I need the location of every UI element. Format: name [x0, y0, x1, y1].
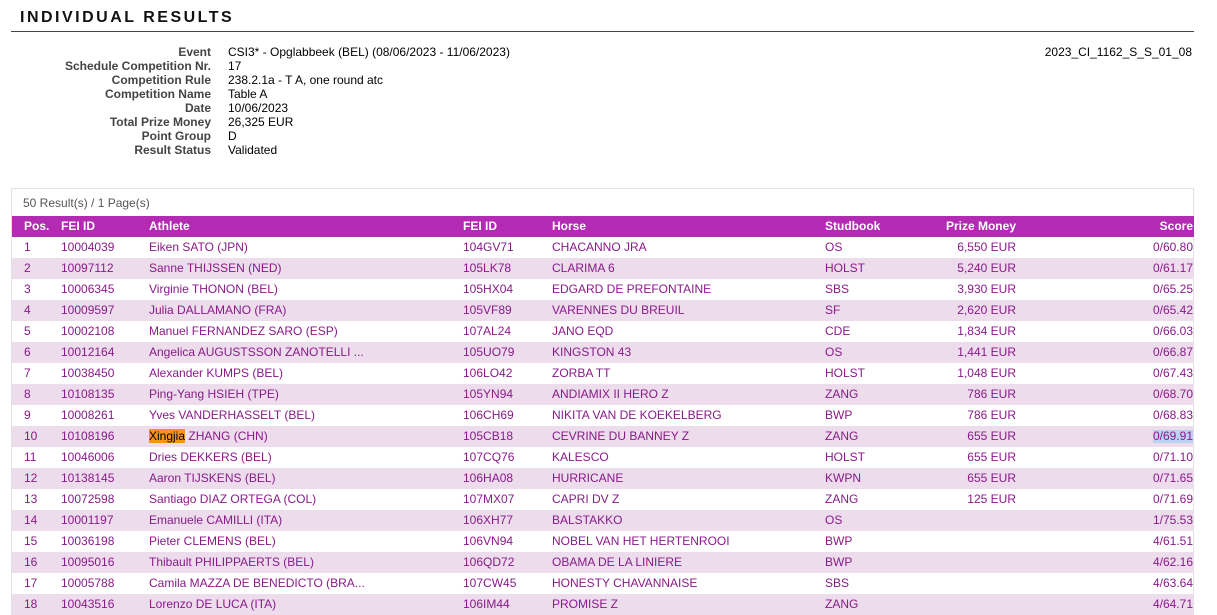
- cell-pos: 8: [24, 387, 31, 401]
- info-value: Table A: [228, 87, 268, 101]
- cell-score: 0/68.70: [1152, 387, 1193, 401]
- cell-horse-fei-id: 107CQ76: [463, 450, 515, 464]
- cell-horse[interactable]: PROMISE Z: [552, 597, 619, 611]
- cell-score: 1/75.53: [1152, 513, 1193, 527]
- cell-horse[interactable]: HURRICANE: [552, 471, 624, 485]
- cell-pos: 18: [24, 597, 38, 611]
- cell-prize-money: 786 EUR: [967, 408, 1016, 422]
- cell-studbook: OS: [825, 513, 843, 527]
- cell-horse[interactable]: ANDIAMIX II HERO Z: [552, 387, 669, 401]
- table-row[interactable]: [12, 300, 1194, 321]
- info-label: Result Status: [134, 143, 211, 157]
- cell-fei-id: 10004039: [61, 240, 115, 254]
- cell-athlete[interactable]: Julia DALLAMANO (FRA): [149, 303, 287, 317]
- cell-pos: 9: [24, 408, 31, 422]
- cell-horse-fei-id: 106VN94: [463, 534, 514, 548]
- cell-horse[interactable]: NOBEL VAN HET HERTENROOI: [552, 534, 730, 548]
- cell-score: 0/67.43: [1152, 366, 1193, 380]
- cell-horse[interactable]: VARENNES DU BREUIL: [552, 303, 685, 317]
- info-label: Total Prize Money: [109, 115, 211, 129]
- cell-score: 0/66.03: [1152, 324, 1193, 338]
- cell-prize-money: 6,550 EUR: [957, 240, 1016, 254]
- info-label: Date: [184, 101, 211, 115]
- cell-prize-money: 1,834 EUR: [957, 324, 1016, 338]
- cell-score: 4/62.16: [1152, 555, 1193, 569]
- cell-studbook: BWP: [825, 555, 853, 569]
- cell-fei-id: 10001197: [61, 513, 114, 527]
- cell-fei-id: 10043516: [61, 597, 115, 611]
- cell-studbook: ZANG: [825, 387, 859, 401]
- cell-fei-id: 10009597: [61, 303, 115, 317]
- cell-horse-fei-id: 106LO42: [463, 366, 513, 380]
- cell-fei-id: 10072598: [61, 492, 115, 506]
- cell-athlete[interactable]: Sanne THIJSSEN (NED): [149, 261, 282, 275]
- cell-horse-fei-id: 105LK78: [463, 261, 512, 275]
- results-panel: [11, 188, 1194, 615]
- cell-score: 0/66.87: [1152, 345, 1193, 359]
- cell-prize-money: 655 EUR: [967, 429, 1016, 443]
- table-row[interactable]: [12, 237, 1194, 258]
- cell-horse[interactable]: KINGSTON 43: [552, 345, 632, 359]
- info-label: Competition Rule: [111, 73, 211, 87]
- table-row[interactable]: [12, 447, 1194, 468]
- cell-fei-id: 10006345: [61, 282, 115, 296]
- cell-fei-id: 10036198: [61, 534, 115, 548]
- cell-pos: 10: [24, 429, 38, 443]
- table-row[interactable]: [12, 510, 1194, 531]
- cell-horse-fei-id: 106HA08: [463, 471, 514, 485]
- info-row: [0, 45, 700, 59]
- cell-pos: 5: [24, 324, 31, 338]
- cell-horse-fei-id: 106XH77: [463, 513, 514, 527]
- cell-horse-fei-id: 106QD72: [463, 555, 515, 569]
- cell-horse[interactable]: CEVRINE DU BANNEY Z: [552, 429, 690, 443]
- cell-horse[interactable]: BALSTAKKO: [552, 513, 623, 527]
- cell-horse-fei-id: 105VF89: [463, 303, 512, 317]
- info-row: [0, 129, 700, 143]
- cell-studbook: KWPN: [825, 471, 861, 485]
- cell-score: 0/65.42: [1152, 303, 1193, 317]
- cell-pos: 4: [24, 303, 31, 317]
- cell-studbook: SF: [825, 303, 841, 317]
- cell-fei-id: 10138145: [61, 471, 115, 485]
- cell-prize-money: 2,620 EUR: [957, 303, 1016, 317]
- cell-athlete[interactable]: [149, 430, 268, 443]
- cell-athlete[interactable]: Angelica AUGUSTSSON ZANOTELLI ...: [149, 345, 364, 359]
- cell-prize-money: 3,930 EUR: [957, 282, 1016, 296]
- info-value: 10/06/2023: [228, 101, 289, 115]
- col-header-score[interactable]: Score: [1159, 219, 1193, 233]
- cell-studbook: OS: [825, 240, 843, 254]
- cell-horse-fei-id: 106CH69: [463, 408, 514, 422]
- results-table-header: [12, 216, 1194, 237]
- table-row[interactable]: [12, 279, 1194, 300]
- cell-pos: 1: [24, 240, 31, 254]
- title-divider: [11, 31, 1194, 32]
- results-table-body: [12, 237, 1194, 615]
- info-value: 26,325 EUR: [228, 115, 294, 129]
- cell-horse[interactable]: KALESCO: [552, 450, 609, 464]
- cell-prize-money: 125 EUR: [967, 492, 1016, 506]
- cell-fei-id: 10012164: [61, 345, 115, 359]
- col-header-pos[interactable]: Pos.: [24, 219, 50, 233]
- info-row: [0, 59, 700, 73]
- table-row[interactable]: [12, 363, 1194, 384]
- cell-horse[interactable]: HONESTY CHAVANNAISE: [552, 576, 698, 590]
- cell-horse-fei-id: 106IM44: [463, 597, 510, 611]
- table-row[interactable]: [12, 384, 1194, 405]
- cell-score: 0/71.65: [1152, 471, 1193, 485]
- cell-horse[interactable]: NIKITA VAN DE KOEKELBERG: [552, 408, 722, 422]
- cell-athlete[interactable]: Aaron TIJSKENS (BEL): [149, 471, 276, 485]
- cell-horse[interactable]: EDGARD DE PREFONTAINE: [552, 282, 712, 296]
- cell-athlete[interactable]: Pieter CLEMENS (BEL): [149, 534, 276, 548]
- table-row[interactable]: [12, 489, 1194, 510]
- cell-studbook: HOLST: [825, 366, 866, 380]
- table-row[interactable]: [12, 405, 1194, 426]
- cell-studbook: BWP: [825, 534, 853, 548]
- cell-athlete[interactable]: Emanuele CAMILLI (ITA): [149, 513, 283, 527]
- info-row: [0, 115, 700, 129]
- cell-prize-money: 1,048 EUR: [957, 366, 1016, 380]
- cell-pos: 11: [24, 450, 37, 464]
- col-header-horse-fei-id[interactable]: FEI ID: [463, 219, 498, 233]
- cell-horse-fei-id: 107CW45: [463, 576, 517, 590]
- info-row: [0, 143, 700, 157]
- cell-horse[interactable]: CHACANNO JRA: [552, 240, 647, 254]
- info-value: 17: [228, 59, 242, 73]
- cell-athlete[interactable]: Eiken SATO (JPN): [149, 240, 248, 254]
- cell-pos: 17: [24, 576, 38, 590]
- cell-pos: 2: [24, 261, 31, 275]
- cell-studbook: CDE: [825, 324, 851, 338]
- cell-athlete[interactable]: Alexander KUMPS (BEL): [149, 366, 284, 380]
- cell-athlete[interactable]: Thibault PHILIPPAERTS (BEL): [149, 555, 314, 569]
- table-row[interactable]: [12, 342, 1194, 363]
- cell-horse[interactable]: JANO EQD: [552, 324, 614, 338]
- cell-score: 0/71.69: [1152, 492, 1193, 506]
- cell-pos: 3: [24, 282, 31, 296]
- cell-fei-id: 10038450: [61, 366, 115, 380]
- cell-pos: 13: [24, 492, 38, 506]
- cell-score: 4/63.64: [1152, 576, 1193, 590]
- cell-fei-id: 10046006: [61, 450, 115, 464]
- table-row[interactable]: [12, 573, 1194, 594]
- cell-studbook: HOLST: [825, 261, 866, 275]
- cell-score: 0/68.83: [1152, 408, 1193, 422]
- info-row: [0, 87, 700, 101]
- cell-athlete[interactable]: Camila MAZZA DE BENEDICTO (BRA...: [149, 576, 365, 590]
- cell-pos: 6: [24, 345, 31, 359]
- info-label: Point Group: [141, 129, 211, 143]
- col-header-fei-id[interactable]: FEI ID: [61, 219, 96, 233]
- cell-horse-fei-id: 105UO79: [463, 345, 515, 359]
- cell-pos: 16: [24, 555, 38, 569]
- cell-fei-id: 10008261: [61, 408, 115, 422]
- table-row[interactable]: [12, 594, 1194, 615]
- cell-athlete[interactable]: Virginie THONON (BEL): [149, 282, 278, 296]
- cell-studbook: ZANG: [825, 492, 859, 506]
- cell-horse-fei-id: 107MX07: [463, 492, 515, 506]
- table-row[interactable]: [12, 258, 1194, 279]
- cell-prize-money: 5,240 EUR: [957, 261, 1016, 275]
- cell-score: 0/71.10: [1152, 450, 1193, 464]
- reference-code: 2023_CI_1162_S_S_01_08: [1044, 45, 1192, 59]
- cell-pos: 14: [24, 513, 38, 527]
- table-row[interactable]: [12, 552, 1194, 573]
- cell-athlete[interactable]: Santiago DIAZ ORTEGA (COL): [149, 492, 317, 506]
- page-title: INDIVIDUAL RESULTS: [20, 9, 235, 26]
- info-row: [0, 101, 700, 115]
- info-value: D: [228, 129, 237, 143]
- info-label: Schedule Competition Nr.: [64, 59, 211, 73]
- col-header-studbook[interactable]: Studbook: [825, 219, 881, 233]
- info-value: CSI3* - Opglabbeek (BEL) (08/06/2023 - 11/06/2023): [228, 45, 510, 59]
- cell-pos: 7: [24, 366, 31, 380]
- cell-prize-money: 1,441 EUR: [957, 345, 1016, 359]
- cell-score: 4/61.51: [1152, 534, 1193, 548]
- cell-prize-money: 655 EUR: [967, 471, 1016, 485]
- info-value: Validated: [228, 143, 278, 157]
- cell-prize-money: 786 EUR: [967, 387, 1016, 401]
- cell-fei-id: 10005788: [61, 576, 115, 590]
- cell-score: 0/65.25: [1152, 282, 1193, 296]
- cell-score: 0/60.80: [1152, 240, 1193, 254]
- cell-pos: 15: [24, 534, 38, 548]
- cell-fei-id: 10095016: [61, 555, 115, 569]
- cell-horse-fei-id: 105CB18: [463, 429, 514, 443]
- cell-score: 4/64.71: [1152, 597, 1193, 611]
- cell-horse-fei-id: 105YN94: [463, 387, 514, 401]
- cell-studbook: BWP: [825, 408, 853, 422]
- cell-athlete[interactable]: Lorenzo DE LUCA (ITA): [149, 597, 277, 611]
- col-header-prize-money[interactable]: Prize Money: [945, 219, 1016, 233]
- cell-fei-id: 10097112: [61, 261, 114, 275]
- info-label: Event: [178, 45, 211, 59]
- col-header-athlete[interactable]: Athlete: [149, 219, 190, 233]
- info-value: 238.2.1a - T A, one round atc: [228, 73, 384, 87]
- cell-horse[interactable]: CLARIMA 6: [552, 261, 615, 275]
- cell-studbook: ZANG: [825, 429, 859, 443]
- info-label: Competition Name: [104, 87, 211, 101]
- search-highlight: Xingjia: [149, 429, 186, 443]
- cell-athlete[interactable]: Manuel FERNANDEZ SARO (ESP): [149, 324, 338, 338]
- cell-horse-fei-id: 104GV71: [463, 240, 514, 254]
- col-header-horse[interactable]: Horse: [552, 219, 587, 233]
- cell-studbook: HOLST: [825, 450, 866, 464]
- cell-athlete[interactable]: Dries DEKKERS (BEL): [149, 450, 272, 464]
- info-row: [0, 73, 700, 87]
- cell-fei-id: 10002108: [61, 324, 115, 338]
- cell-horse-fei-id: 107AL24: [463, 324, 512, 338]
- cell-horse[interactable]: OBAMA DE LA LINIERE: [552, 555, 683, 569]
- table-row[interactable]: [12, 426, 1194, 447]
- cell-score: 0/69.91: [1152, 429, 1193, 443]
- table-row[interactable]: [12, 531, 1194, 552]
- cell-athlete[interactable]: Ping-Yang HSIEH (TPE): [149, 387, 279, 401]
- cell-studbook: OS: [825, 345, 843, 359]
- table-row[interactable]: [12, 321, 1194, 342]
- cell-studbook: SBS: [825, 282, 850, 296]
- cell-fei-id: 10108135: [61, 387, 115, 401]
- table-row[interactable]: [12, 468, 1194, 489]
- athlete-name-rest: ZHANG (CHN): [185, 429, 268, 443]
- cell-fei-id: 10108196: [61, 429, 115, 443]
- results-count: 50 Result(s) / 1 Page(s): [23, 196, 150, 210]
- cell-athlete[interactable]: Yves VANDERHASSELT (BEL): [149, 408, 316, 422]
- cell-studbook: SBS: [825, 576, 850, 590]
- cell-horse[interactable]: ZORBA TT: [552, 366, 611, 380]
- cell-horse[interactable]: CAPRI DV Z: [552, 492, 620, 506]
- cell-score: 0/61.17: [1152, 261, 1193, 275]
- cell-horse-fei-id: 105HX04: [463, 282, 514, 296]
- cell-studbook: ZANG: [825, 597, 859, 611]
- cell-prize-money: 655 EUR: [967, 450, 1016, 464]
- cell-pos: 12: [24, 471, 38, 485]
